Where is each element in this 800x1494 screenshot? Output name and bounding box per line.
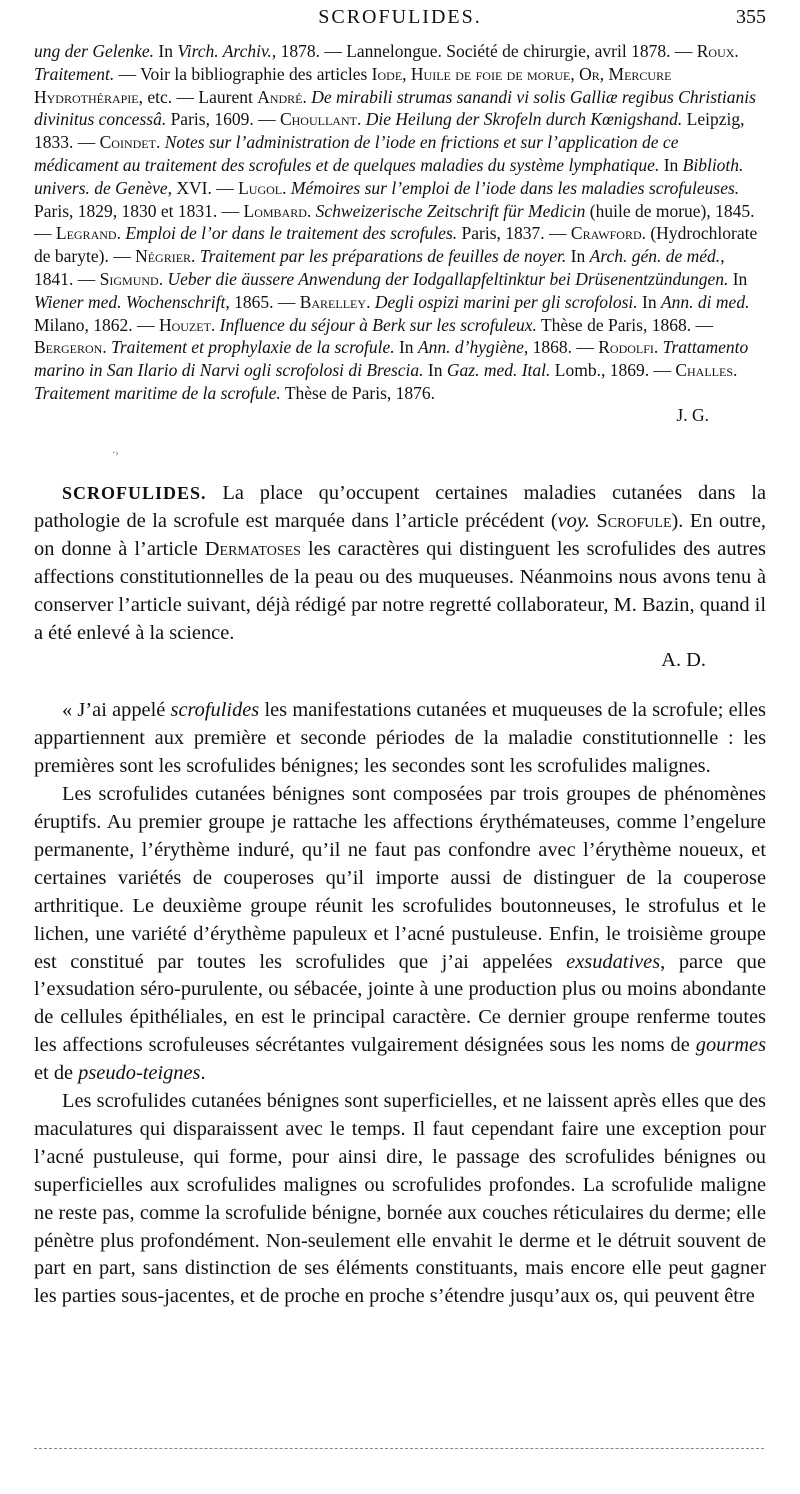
text-run: In	[394, 337, 418, 358]
text-run: Les scrofulides cutanées bénignes sont superficielles, et ne laissent après elles que des maculatures qui disparaissent avec le temps. Il faut cependant faire une exception pour l’acné pustuleuse, qui forme, pour ainsi dire, le passage des scrofulides bénignes ou superficielles aux scrofulides malignes ou scrofulides profondes. La scrofulide maligne ne reste pas, comme la scrofulide bénigne, bornée aux couches réticulaires du derme; elle pénètre plus profondément. Non-seulement elle envahit le derme et le détruit souvent de part en part, sans distinction de ses éléments constituants, mais encore elle peut gagner les parties sous-jacentes, et de proche en proche s’étendre jusqu’aux os, qui peuvent être	[34, 1090, 766, 1308]
italic-run: Biblioth. univers. de Genève,	[34, 154, 744, 198]
small-caps-run: Hydrothérapie	[34, 86, 139, 107]
bibliography-section	[34, 40, 764, 427]
italic-run: Gaz. med. Ital.	[446, 360, 551, 381]
text-run: ). En outre, on donne à l’article	[34, 509, 766, 560]
small-caps-run: Barelley	[299, 291, 367, 312]
paragraph-benign-groups	[34, 781, 766, 1088]
paragraph-superficial	[34, 1088, 766, 1311]
page-number: 355	[736, 6, 766, 28]
text-run: . (Hydrochlorate de baryte). —	[34, 223, 758, 267]
bibliography-signature: J. G.	[676, 404, 709, 425]
text-run: Thèse de Paris, 1876.	[280, 382, 436, 403]
text-run: .	[158, 268, 168, 289]
small-caps-run: Scrofule	[596, 509, 672, 532]
text-run: , etc. — Laurent	[138, 86, 258, 107]
small-caps-run: Coindet	[99, 132, 156, 153]
text-run: La place qu’occupent certaines maladies cutanées dans la pathologie de la scrofule est marquée dans l’article précédent (	[34, 482, 766, 532]
text-run: .	[191, 246, 200, 267]
article-headword: SCROFULIDES.	[62, 483, 207, 503]
article-intro	[34, 480, 766, 647]
text-run: , 1868. —	[523, 337, 599, 358]
text-run: In	[659, 154, 683, 175]
italic-run: Arch. gén. de méd.	[589, 246, 721, 267]
footer-rule	[34, 1448, 764, 1449]
italic-run: Traitement par les préparations de feuilles de noyer.	[199, 246, 567, 267]
italic-run: Traitement et prophylaxie de la scrofule.	[111, 337, 395, 358]
small-caps-run: Mercure	[608, 63, 672, 84]
text-run: .	[356, 109, 366, 130]
italic-run: Virch. Archiv.	[177, 41, 272, 61]
text-run: les caractères qui distinguent les scrofulides des autres affections constitutionnelles de la peau ou des muqueuses. Néanmoins nous avons tenu à conserver l’article suivant, déjà rédigé par notre regretté collaborateur, M. Bazin, quand il a été enlevé à la science.	[34, 537, 766, 644]
text-run: .	[200, 1062, 206, 1085]
italic-run: Emploi de l’or dans le traitement des scrofules.	[125, 223, 458, 244]
small-caps-run: Lugol	[238, 177, 283, 198]
italic-run: Ann. di med.	[660, 291, 750, 312]
text-run: .	[653, 337, 663, 358]
text-run: les manifestations cutanées et muqueuses de la scrofule; elles appartiennent aux première et seconde périodes de la maladie constitutionnelle : les premières sont les scrofulides bénignes; les secondes sont les scrofulides malignes.	[34, 699, 766, 778]
article-intro-text	[34, 482, 766, 644]
italic-run: Traitement.	[34, 63, 115, 84]
stray-mark: ·›	[112, 448, 119, 459]
text-run: .	[155, 132, 165, 153]
small-caps-run: Huile de foie de morue	[410, 63, 571, 84]
italic-run: Schweizerische Zeitschrift für Medicin	[315, 200, 586, 221]
italic-run: scrofulides	[170, 699, 260, 722]
italic-run: Wiener med. Wochenschrift,	[34, 291, 230, 312]
text-run: ,	[570, 63, 580, 84]
bibliography-treatment	[34, 63, 764, 405]
italic-run: Trattamento marino in San Ilario di Narvi ogli scrofolosi di Brescia.	[34, 337, 749, 381]
text-run: .	[302, 86, 312, 107]
text-run: 1865. —	[229, 291, 300, 312]
italic-run: gourmes	[695, 1034, 766, 1057]
italic-run: Degli ospizi marini per gli scrofolosi.	[374, 291, 638, 312]
running-title: SCROFULIDES.	[318, 6, 482, 28]
small-caps-run: Sigmund	[99, 268, 159, 289]
text-run: Paris, 1829, 1830 et 1831. —	[34, 200, 244, 221]
text-run: « J’ai appelé	[62, 699, 171, 722]
text-run: .	[102, 337, 112, 358]
text-run: .	[210, 314, 220, 335]
text-run: (huile de morue), 1845. —	[34, 200, 755, 244]
small-caps-run: Houzet	[158, 314, 211, 335]
small-caps-run: André	[257, 86, 303, 107]
paragraph-definition	[34, 697, 766, 781]
bibliography-continuation	[34, 40, 764, 63]
italic-run: Traitement maritime de la scrofule.	[34, 382, 281, 403]
italic-run: pseudo-teignes	[78, 1062, 201, 1085]
italic-run: Mémoires sur l’emploi de l’iode dans les maladies scrofuleuses.	[290, 177, 740, 198]
article-body	[34, 480, 766, 1311]
small-caps-run: Lombard	[243, 200, 307, 221]
intro-signature: A. D.	[661, 649, 706, 672]
text-run: .	[282, 177, 291, 198]
text-run: ,	[402, 63, 411, 84]
text-run: .	[733, 360, 738, 381]
small-caps-run: Legrand	[55, 223, 117, 244]
small-caps-run: Choullant	[279, 109, 357, 130]
small-caps-run: Négrier	[135, 246, 192, 267]
text-run: Milano, 1862. —	[34, 314, 159, 335]
text-run: et de	[34, 1062, 79, 1085]
small-caps-run: Rodolfi	[598, 337, 654, 358]
text-run: , 1841. —	[34, 246, 725, 289]
text-run: In	[154, 41, 178, 61]
text-run: ,	[599, 63, 609, 84]
italic-run: Ueber die äussere Anwendung der Iodgallapfeltinktur bei Drüsenentzündungen.	[167, 268, 729, 289]
text-run: Paris, 1609. —	[166, 109, 280, 130]
text-run: .	[116, 223, 126, 244]
text-run: Leipzig, 1833. —	[34, 109, 745, 153]
italic-run: Ann. d’hygiène	[417, 337, 524, 358]
italic-run: Notes sur l’administration de l’iode en frictions et sur l’application de ce médicament au traitement des scrofules et de quelques maladies du système lymphatique.	[34, 132, 679, 175]
small-caps-run: Roux.	[696, 41, 739, 61]
text-run: In	[566, 246, 590, 267]
text-run: Lomb., 1869. —	[550, 360, 676, 381]
italic-run: Influence du séjour à Berk sur les scrofuleux.	[219, 314, 537, 335]
text-run: , parce que l’exsudation séro-purulente, ou sébacée, jointe à une production plus ou moins abondante de cellules épithéliales, en est le principal caractère. Ce dernier groupe renferme toutes les affections scrofuleuses sécrétantes vulgairement désignées sous les noms de	[34, 950, 767, 1057]
text-run: Paris, 1837. —	[457, 223, 571, 244]
italic-run: voy.	[557, 509, 590, 532]
running-header	[0, 2, 800, 36]
small-caps-run: Dermatoses	[204, 537, 301, 560]
text-run: XVI. —	[172, 177, 239, 198]
text-run: Thèse de Paris, 1868. —	[536, 314, 713, 335]
text-run: — Voir la bibliographie des articles	[114, 63, 372, 84]
italic-run: Die Heilung der Skrofeln durch Kœnigshand.	[365, 109, 683, 130]
italic-run: ung der Gelenke.	[34, 41, 155, 61]
small-caps-run: Challes	[675, 360, 734, 381]
text-run: Les scrofulides cutanées bénignes sont composées par trois groupes de phénomènes éruptifs. Au premier groupe je rattache les affections érythémateuses, comme l’engelure permanente, l’érythème induré, qu’il ne faut pas confondre avec l’érythème noueux, et certaines variétés de couperoses qu’il importe aussi de distinguer de la couperose arthritique. Le deuxième groupe réunit les scrofulides boutonneuses, le strofulus et le lichen, une variété d’érythème papuleux et l’acné pustuleuse. Enfin, le troisième groupe est constitué par toutes les scrofulides que j’ai appelées	[34, 783, 766, 973]
section-gap	[34, 675, 766, 697]
small-caps-run: Or	[579, 63, 600, 84]
small-caps-run: Bergeron	[34, 337, 103, 358]
text-run: .	[306, 200, 316, 221]
text-run: .	[366, 291, 375, 312]
text-run: In	[423, 360, 447, 381]
italic-run: exsudatives	[566, 950, 661, 973]
italic-run: De mirabili strumas sanandi vi solis Galliæ regibus Christianis divinitus concessâ.	[34, 86, 756, 130]
small-caps-run: Iode	[371, 63, 403, 84]
text-run: In	[728, 268, 748, 289]
text-run: , 1878. — Lannelongue. Société de chirurgie, avril 1878. —	[271, 41, 697, 61]
text-run: In	[637, 291, 661, 312]
small-caps-run: Crawford	[570, 223, 642, 244]
